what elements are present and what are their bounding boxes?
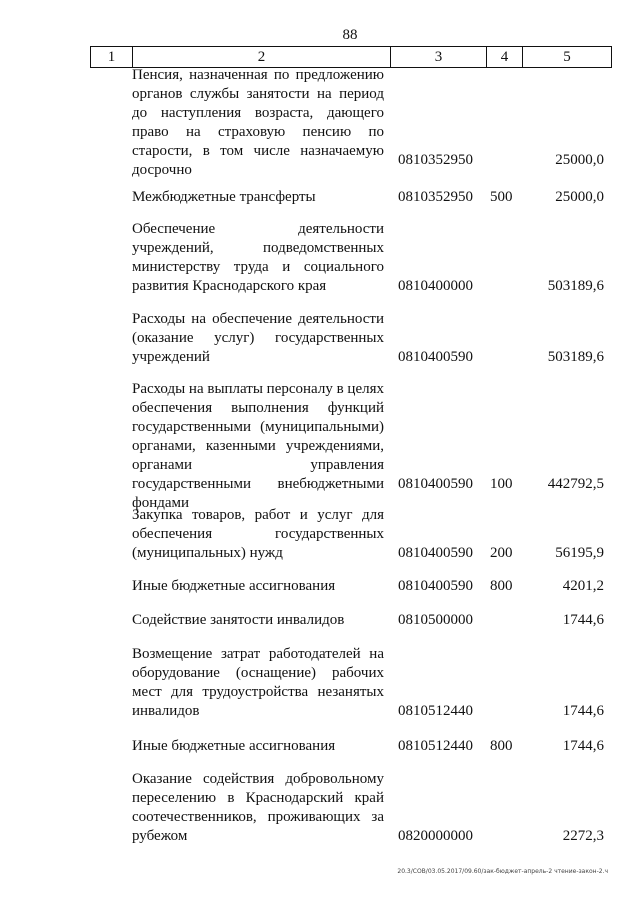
row-code: 0810512440: [398, 738, 473, 754]
table-row: [0, 506, 640, 563]
row-amount: 1744,6: [562, 703, 604, 719]
table-header: [90, 46, 612, 68]
header-col-1: 1: [90, 47, 132, 67]
header-col-4: 4: [486, 47, 522, 67]
table-row: [0, 611, 640, 630]
row-amount: 1744,6: [562, 738, 604, 754]
page-number: 88: [342, 27, 358, 43]
table-row: [0, 380, 640, 511]
row-amount: 442792,5: [547, 476, 604, 492]
row-description: Расходы на обеспечение деятельности (оказание услуг) государственных учреждений: [132, 311, 384, 365]
row-amount: 503189,6: [547, 278, 604, 294]
row-code: 0810500000: [398, 612, 473, 628]
row-code: 0810352950: [398, 189, 473, 205]
row-amount: 1744,6: [562, 612, 604, 628]
row-description: Пенсия, назначенная по предложению органов службы занятости на период до наступления возраста, дающего право на страховую пенсию по старости, в том числе назначаемую досрочно: [132, 67, 384, 178]
row-code: 0810352950: [398, 152, 473, 168]
row-code: 0810400590: [398, 349, 473, 365]
header-col-5: 5: [522, 47, 612, 67]
row-description: Возмещение затрат работодателей на оборудование (оснащение) рабочих мест для трудоустройства незанятых инвалидов: [132, 646, 384, 719]
table-row: [0, 66, 640, 178]
row-code: 0820000000: [398, 828, 473, 844]
table-row: [0, 220, 640, 296]
row-description: Межбюджетные трансферты: [132, 189, 316, 205]
row-amount: 56195,9: [555, 545, 604, 561]
row-amount: 25000,0: [555, 189, 604, 205]
header-col-3: 3: [390, 47, 486, 67]
row-description: Обеспечение деятельности учреждений, подведомственных министерству труда и социального развития Краснодарского края: [132, 221, 384, 294]
row-code: 0810400590: [398, 578, 473, 594]
row-amount: 25000,0: [555, 152, 604, 168]
row-expense-type: 500: [490, 189, 513, 205]
table-row: [0, 645, 640, 721]
row-description: Содействие занятости инвалидов: [132, 612, 345, 628]
row-code: 0810400590: [398, 545, 473, 561]
footer-file-path: 20.3/СОВ/03.05.2017/09.60/зак-бюджет-апрель-2 чтение-закон-2.ч: [397, 868, 608, 875]
table-row: [0, 310, 640, 367]
table-row: [0, 188, 640, 207]
row-amount: 4201,2: [562, 578, 604, 594]
row-description: Иные бюджетные ассигнования: [132, 578, 336, 594]
row-expense-type: 200: [490, 545, 513, 561]
row-expense-type: 800: [490, 578, 513, 594]
row-amount: 503189,6: [547, 349, 604, 365]
table-row: [0, 770, 640, 846]
row-expense-type: 800: [490, 738, 513, 754]
table-row: [0, 737, 640, 756]
row-amount: 2272,3: [562, 828, 604, 844]
row-description: Расходы на выплаты персоналу в целях обеспечения выполнения функций государственными (муниципальными) органами, казенными учреждениями, органами управления государственными внебюджетными фондами: [132, 381, 384, 511]
row-code: 0810512440: [398, 703, 473, 719]
row-description: Оказание содействия добровольному переселению в Краснодарский край соотечественников, проживающих за рубежом: [132, 771, 384, 844]
table-row: [0, 577, 640, 596]
row-code: 0810400000: [398, 278, 473, 294]
row-description: Закупка товаров, работ и услуг для обеспечения государственных (муниципальных) нужд: [132, 507, 384, 561]
header-col-2: 2: [132, 47, 390, 67]
row-expense-type: 100: [490, 476, 513, 492]
row-description: Иные бюджетные ассигнования: [132, 738, 336, 754]
row-code: 0810400590: [398, 476, 473, 492]
